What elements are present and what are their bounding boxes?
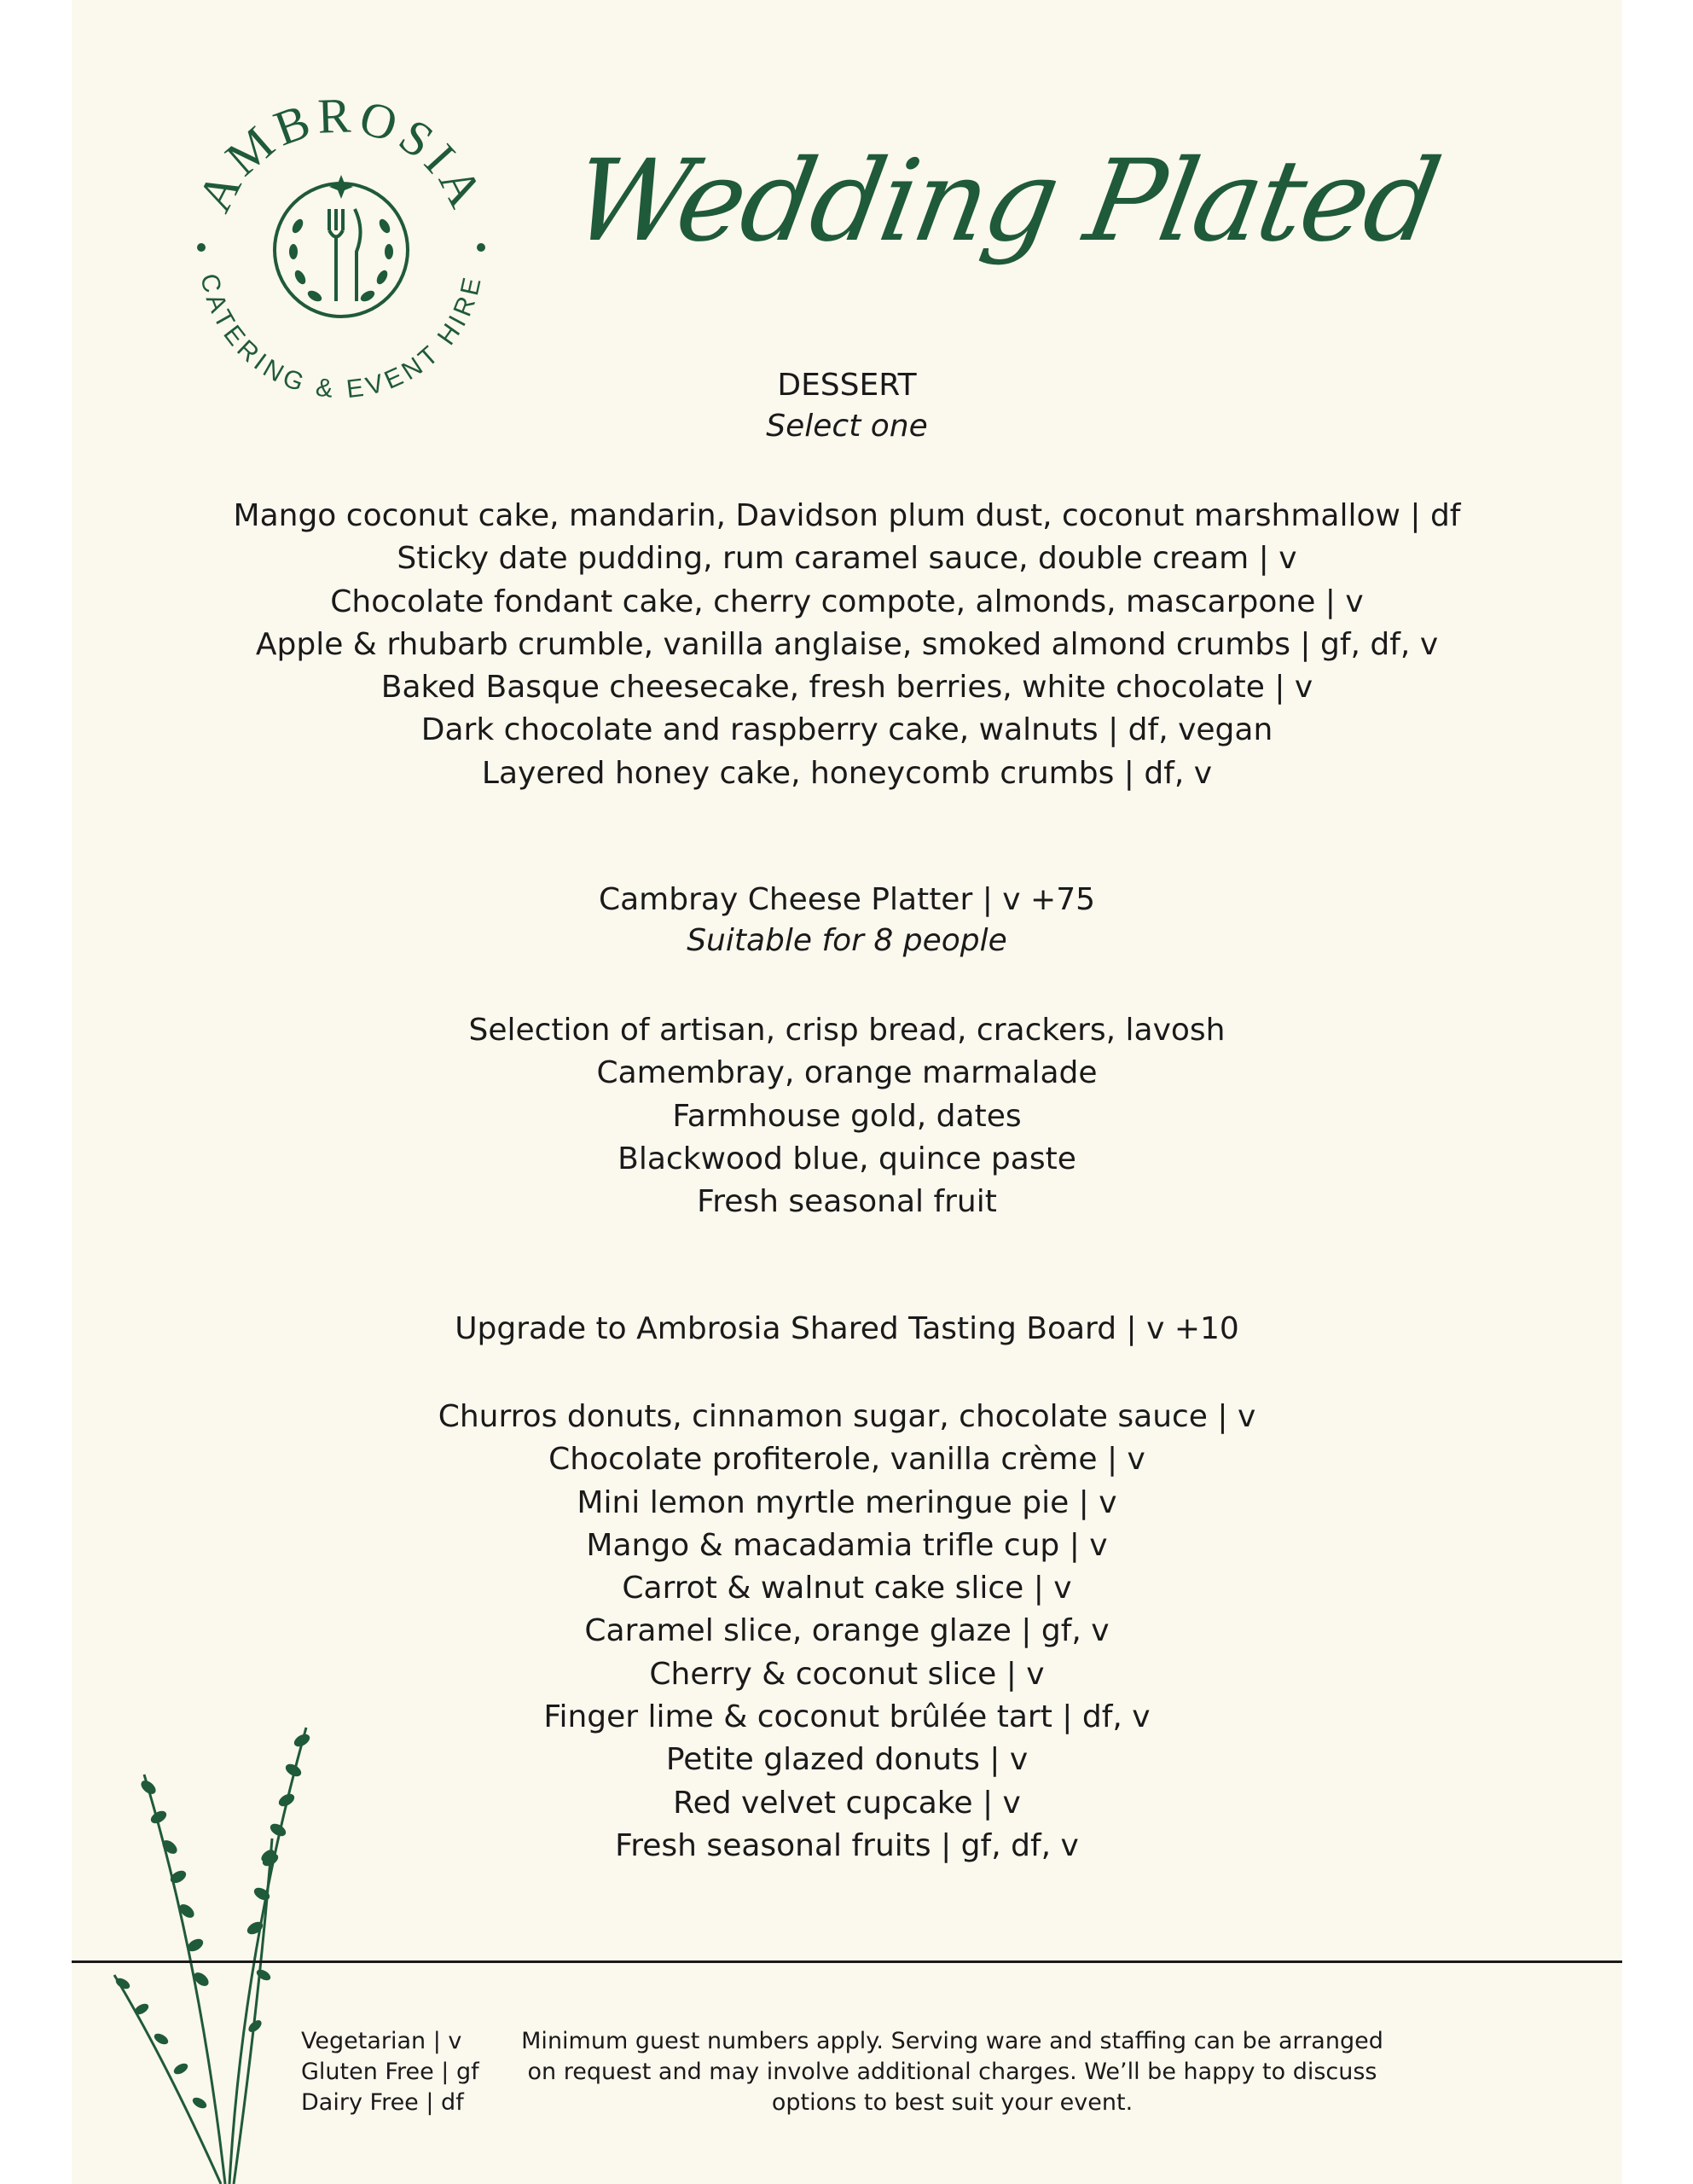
menu-item: Carrot & walnut cake slice | v — [622, 1571, 1072, 1606]
note-line: on request and may involve additional charges. We’ll be happy to discuss — [527, 2059, 1377, 2085]
menu-item: Apple & rhubarb crumble, vanilla anglaise, smoked almond crumbs | gf, df, v — [255, 626, 1439, 662]
dessert-list — [72, 495, 1622, 795]
menu-item: Dark chocolate and raspberry cake, walnuts | df, vegan — [420, 712, 1273, 748]
menu-item: Selection of artisan, crisp bread, crackers, lavosh — [468, 1013, 1226, 1048]
dessert-title: DESSERT — [777, 368, 917, 403]
tasting-section — [72, 1309, 1622, 1350]
logo-brand-text: AMBROSIA — [186, 87, 496, 221]
menu-item: Mango & macadamia trifle cup | v — [586, 1527, 1108, 1563]
menu-item: Layered honey cake, honeycomb crumbs | df, v — [481, 755, 1213, 791]
menu-item: Blackwood blue, quince paste — [617, 1141, 1076, 1176]
menu-item: Farmhouse gold, dates — [672, 1098, 1022, 1134]
menu-item: Baked Basque cheesecake, fresh berries, white chocolate | v — [380, 670, 1313, 706]
cheese-section — [72, 880, 1622, 961]
dessert-section — [72, 365, 1622, 447]
menu-item: Petite glazed donuts | v — [665, 1742, 1029, 1778]
menu-item: Fresh seasonal fruits | gf, df, v — [615, 1827, 1079, 1863]
cheese-subtitle: Suitable for 8 people — [687, 923, 1007, 958]
ambrosia-logo — [174, 81, 507, 414]
menu-item: Fresh seasonal fruit — [697, 1184, 997, 1220]
menu-item: Mini lemon myrtle meringue pie | v — [577, 1484, 1117, 1520]
footer-divider — [72, 1960, 1622, 1963]
legend-item: Dairy Free | df — [301, 2089, 464, 2116]
menu-item: Chocolate fondant cake, cherry compote, almonds, mascarpone | v — [330, 584, 1364, 619]
tasting-title: Upgrade to Ambrosia Shared Tasting Board | v +10 — [455, 1311, 1239, 1346]
menu-item: Camembray, orange marmalade — [596, 1055, 1098, 1091]
dessert-subtitle: Select one — [766, 409, 928, 444]
menu-item: Cherry & coconut slice | v — [649, 1656, 1045, 1692]
page-title: Wedding Plated — [563, 136, 1447, 267]
dietary-legend — [301, 2026, 479, 2118]
logo-tagline-text: CATERING & EVENT HIRE — [194, 270, 488, 404]
cheese-title: Cambray Cheese Platter | v +75 — [598, 882, 1095, 917]
menu-item: Mango coconut cake, mandarin, Davidson plum dust, coconut marshmallow | df — [233, 498, 1461, 533]
legend-item: Vegetarian | v — [301, 2028, 462, 2054]
cheese-list — [72, 1009, 1622, 1223]
note-line: Minimum guest numbers apply. Serving ware and staffing can be arranged — [521, 2028, 1383, 2054]
menu-item: Churros donuts, cinnamon sugar, chocolate sauce | v — [438, 1399, 1256, 1434]
menu-item: Sticky date pudding, rum caramel sauce, double cream | v — [397, 541, 1297, 577]
legend-item: Gluten Free | gf — [301, 2059, 479, 2085]
menu-page — [72, 0, 1622, 2184]
footer-note — [507, 2026, 1398, 2118]
menu-item: Finger lime & coconut brûlée tart | df, v — [543, 1699, 1151, 1735]
note-line: options to best suit your event. — [771, 2089, 1133, 2116]
svg-text:AMBROSIA — [186, 87, 496, 220]
menu-item: Caramel slice, orange glaze | gf, v — [584, 1613, 1110, 1649]
menu-item: Red velvet cupcake | v — [673, 1785, 1021, 1821]
menu-item: Chocolate profiterole, vanilla crème | v — [548, 1442, 1145, 1478]
